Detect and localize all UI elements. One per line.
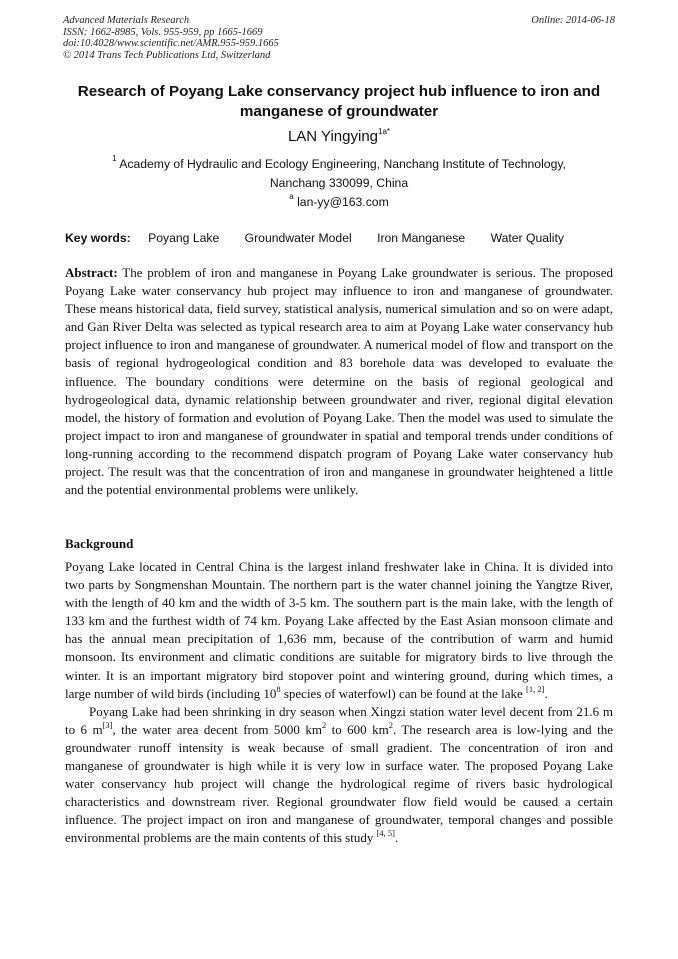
author-line bbox=[0, 127, 678, 147]
affiliation-mark: 1 bbox=[112, 154, 117, 163]
text-run: species of waterfowl) can be found at the lake bbox=[280, 685, 527, 701]
citation: [3] bbox=[102, 719, 113, 730]
abstract-label: Abstract: bbox=[65, 265, 118, 280]
keywords-label: Key words: bbox=[65, 231, 131, 245]
journal-name: Advanced Materials Research bbox=[63, 15, 190, 26]
author-mark: 1a* bbox=[378, 127, 391, 136]
text-run: , the water area decent from 5000 km bbox=[112, 721, 322, 737]
journal-header bbox=[63, 15, 279, 61]
author-email[interactable]: lan-yy@163.com bbox=[297, 195, 389, 209]
text-run: . The research area is low-lying and the groundwater runoff intensity is weak because of small gradient. The concentration of iron and manganese of groundwater is high while it is very low in surface water. The proposed Poyang Lake water conservancy hub project will change the hydrological regime of rivers basic hydrological characteristics and downstream river. Regional groundwater flow field would be caused a certain influence. The project impact on iron and manganese of groundwater, temporal changes and possible environmental problems are the main contents of this study bbox=[65, 721, 613, 846]
paragraph bbox=[65, 558, 613, 703]
text-run: Poyang Lake located in Central China is the largest inland freshwater lake in China. It is divided into two parts by Songmenshan Mountain. The northern part is the water channel joining the Yangtze River, with the length of 40 km and the width of 3-5 km. The southern part is the main lake, with the length of 133 km and the furthest width of 74 km. Poyang Lake affected by the East Asian monsoon climate and has the annual mean precipitation of 1,636 mm, because of the contribution of warm and humid monsoon. Its environment and climatic conditions are suitable for migratory birds to live through the winter. It is an important migratory bird stopover point and wintering ground, during which times, a large number of wild birds (including 10 bbox=[65, 559, 613, 701]
online-date: Online: 2014-06-18 bbox=[531, 15, 615, 26]
affiliation-line-1 bbox=[70, 155, 608, 174]
superscript: 2 bbox=[321, 719, 327, 730]
citation: [1, 2] bbox=[526, 683, 545, 694]
text-run: Poyang Lake had been shrinking in dry season when Xingzi station water level decent from 21.6 m to 6 m bbox=[65, 703, 613, 737]
email-line bbox=[70, 193, 608, 212]
section-heading: Background bbox=[65, 536, 134, 551]
keyword-item: Poyang Lake bbox=[148, 231, 220, 245]
author-name: LAN Yingying bbox=[287, 128, 379, 145]
keyword-item: Iron Manganese bbox=[377, 231, 466, 245]
citation: [4, 5] bbox=[376, 828, 395, 839]
doi-line[interactable]: doi:10.4028/www.scientific.net/AMR.955-959.1665 bbox=[63, 38, 279, 49]
text-run: . bbox=[544, 685, 548, 701]
text-run: . bbox=[395, 830, 399, 846]
affiliation bbox=[70, 155, 608, 212]
keywords bbox=[65, 230, 586, 246]
paper-title: Research of Poyang Lake conservancy project hub influence to iron and manganese of groundwater bbox=[77, 83, 601, 120]
paragraph bbox=[65, 703, 613, 848]
text-run: to 600 km bbox=[326, 721, 389, 737]
background-section bbox=[65, 558, 613, 848]
issn-line: ISSN: 1662-8985, Vols. 955-959, pp 1665-1669 bbox=[63, 26, 263, 38]
affiliation-institution: Academy of Hydraulic and Ecology Engineering, Nanchang Institute of Technology, bbox=[119, 157, 566, 171]
email-mark: a bbox=[289, 192, 294, 201]
abstract-text: The problem of iron and manganese in Poyang Lake groundwater is serious. The proposed Poyang Lake water conservancy hub project may influence to iron and manganese of groundwater. These means historical data, field survey, statistical analysis, numerical simulation and so on were adapt, and Gan River Delta was selected as typical research area to aim at Poyang Lake water conservancy hub project influence to iron and manganese of groundwater. A numerical model of flow and transport on the basis of regional hydrogeological condition and 83 borehole data was developed to evaluate the influence. The boundary conditions were determine on the basis of regional geological and hydrogeological data, dynamic relationship between groundwater and river, regional digital elevation model, the history of formation and evolution of Poyang Lake. Then the model was used to simulate the project impact to iron and manganese of groundwater in spatial and temporal trends under conditions of long-running according to the recommend dispatch program of Poyang Lake water conservancy hub project. The result was that the concentration of iron and manganese in groundwater heightened a little and the potential environmental problems were unlikely. bbox=[65, 265, 614, 498]
superscript: 8 bbox=[276, 683, 281, 694]
affiliation-line-2: Nanchang 330099, China bbox=[269, 176, 409, 190]
keyword-item: Groundwater Model bbox=[244, 231, 352, 245]
superscript: 2 bbox=[388, 719, 393, 730]
copyright-line: © 2014 Trans Tech Publications Ltd, Switzerland bbox=[63, 49, 271, 61]
keyword-item: Water Quality bbox=[490, 231, 564, 245]
abstract bbox=[65, 264, 613, 499]
